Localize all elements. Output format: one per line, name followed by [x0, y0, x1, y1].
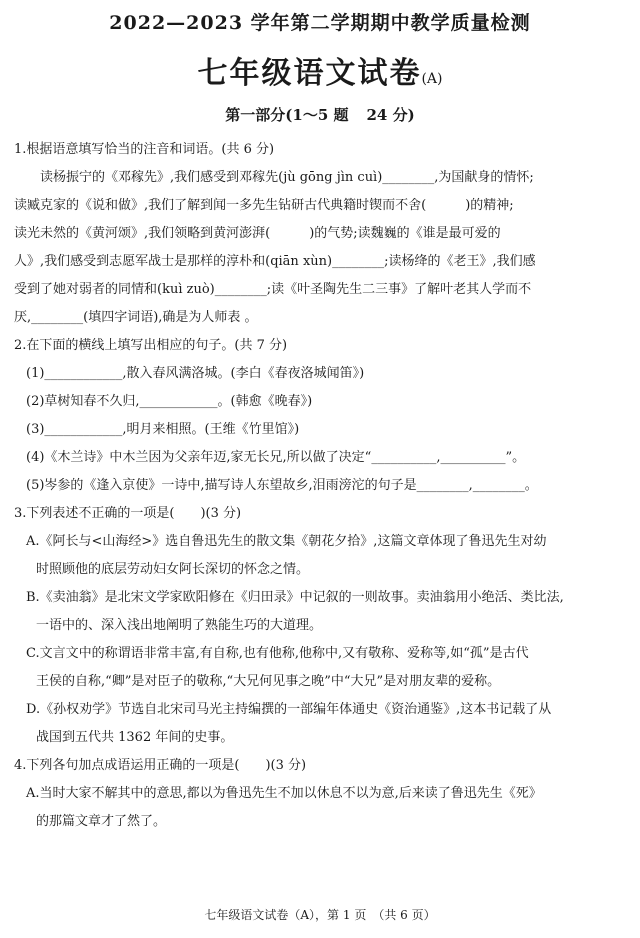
q1-line: 厌,________(填四字词语),确是为人师表 。	[14, 310, 258, 325]
q2-item: (1)____________,散入春风满洛城。(李白《春夜洛城闻笛》)	[26, 366, 365, 381]
q3-option-d-cont: 战国到五代共 1362 年间的史事。	[36, 730, 234, 745]
q3-option-a: A.《阿长与<山海经>》选自鲁迅先生的散文集《朝花夕拾》,这篇文章体现了鲁迅先生对幼	[26, 534, 547, 549]
q1-prompt: 1.根据语意填写恰当的注音和词语。(共 6 分)	[14, 142, 275, 157]
q1-line: 读臧克家的《说和做》,我们了解到闻一多先生钻研古代典籍时锲而不舍( )的精神;	[14, 198, 514, 213]
q2-item: (5)岑参的《逢入京使》一诗中,描写诗人东望故乡,泪雨滂沱的句子是________,________。	[26, 478, 538, 493]
q4-prompt: 4.下列各句加点成语运用正确的一项是( )(3 分)	[14, 758, 307, 773]
paper-title-text: 七年级语文试卷	[197, 56, 422, 91]
q3-option-c-cont: 王侯的自称,“卿”是对臣子的敬称,“大兄何见事之晚”中“大兄”是对朋友辈的爱称。	[36, 674, 501, 689]
q3-option-d: D.《孙权劝学》节选自北宋司马光主持编撰的一部编年体通史《资治通鉴》,这本书记载了从	[26, 702, 552, 717]
paper-title	[0, 48, 640, 92]
q3-option-a-cont: 时照顾他的底层劳动妇女阿长深切的怀念之情。	[36, 562, 310, 577]
q3-option-b: B.《卖油翁》是北宋文学家欧阳修在《归田录》中记叙的一则故事。卖油翁用小绝活、类比法,	[26, 590, 564, 605]
section-heading	[0, 104, 640, 125]
q1-line: 人》,我们感受到志愿军战士是那样的淳朴和(qiān xùn)________;读杨绛的《老王》,我们感	[14, 254, 536, 269]
q1-line: 读杨振宁的《邓稼先》,我们感受到邓稼先(jù gōng jìn cuì)________,为国献身的情怀;	[40, 170, 534, 185]
q1-line: 读光未然的《黄河颂》,我们领略到黄河澎湃( )的气势;读魏巍的《谁是最可爱的	[14, 226, 501, 241]
page-footer: 七年级语文试卷（A），第 1 页 （共 6 页）	[204, 908, 436, 922]
q3-prompt: 3.下列表述不正确的一项是( )(3 分)	[14, 506, 242, 521]
exam-title: 2022—2023 学年第二学期期中教学质量检测	[109, 12, 531, 34]
section-points: 24 分)	[366, 106, 415, 124]
q2-item: (2)草树知春不久归,____________。(韩愈《晚春》)	[26, 394, 313, 409]
q2-prompt: 2.在下面的横线上填写出相应的句子。(共 7 分)	[14, 338, 288, 353]
q3-option-c: C.文言文中的称谓语非常丰富,有自称,也有他称,他称中,又有敬称、爱称等,如“孤”是古代	[26, 646, 529, 661]
paper-variant: (A)	[421, 71, 443, 87]
q3-option-b-cont: 一语中的、深入浅出地阐明了熟能生巧的大道理。	[36, 618, 323, 633]
q2-item: (3)____________,明月来相照。(王维《竹里馆》)	[26, 422, 300, 437]
section-title: 第一部分(1～5 题	[225, 106, 349, 124]
q1-line: 受到了她对弱者的同情和(kuì zuò)________;读《叶圣陶先生二三事》了解叶老其人学而不	[14, 282, 532, 297]
q2-item: (4)《木兰诗》中木兰因为父亲年迈,家无长兄,所以做了决定“__________,__________”。	[26, 450, 526, 465]
q4-option-a-cont: 的那篇文章才了然了。	[36, 814, 167, 829]
q4-option-a: A.当时大家不解其中的意思,都以为鲁迅先生不加以休息不以为意,后来读了鲁迅先生《死》	[26, 786, 542, 801]
questions-body	[14, 136, 626, 836]
